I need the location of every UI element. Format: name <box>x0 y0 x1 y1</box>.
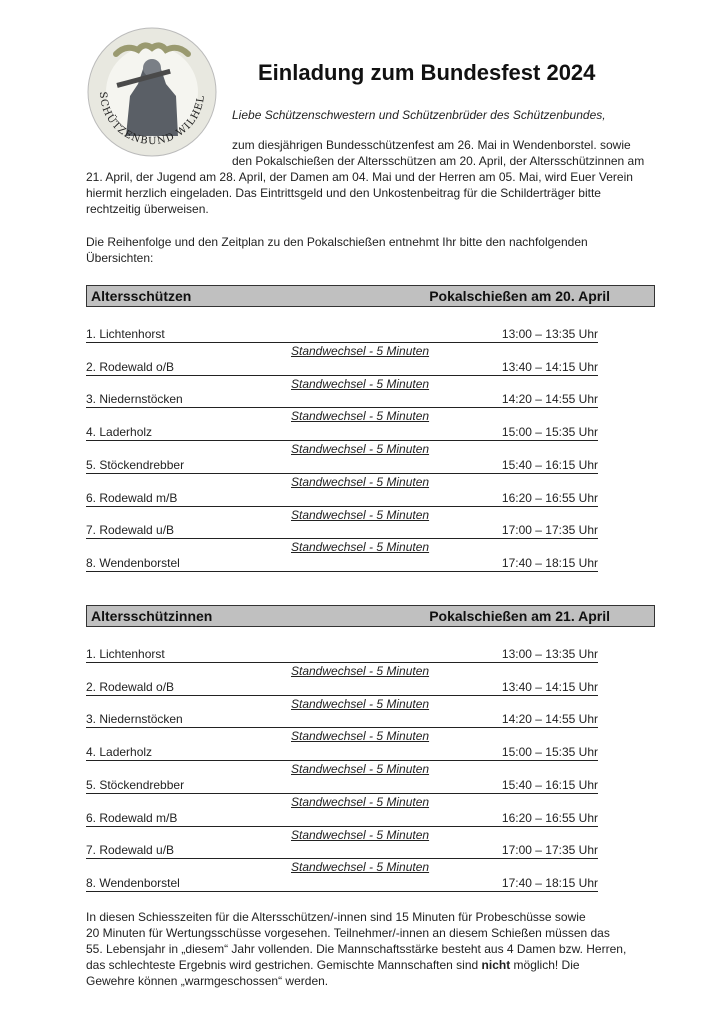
schedule-row <box>86 777 598 794</box>
range-change-note: Standwechsel - 5 Minuten <box>291 860 430 875</box>
time-slot: 15:00 – 15:35 Uhr <box>501 425 598 440</box>
statue-emblem-icon <box>86 26 218 158</box>
time-slot: 15:40 – 16:15 Uhr <box>501 457 598 472</box>
schedule-row <box>86 679 598 696</box>
club-name: 7. Rodewald u/B <box>86 523 175 538</box>
time-slot: 13:00 – 13:35 Uhr <box>501 647 598 661</box>
club-name: 4. Laderholz <box>86 745 153 760</box>
schedule-row <box>86 711 598 728</box>
time-slot: 13:40 – 14:15 Uhr <box>501 359 598 374</box>
range-change-note: Standwechsel - 5 Minuten <box>291 540 430 555</box>
logo-text: SCHÜTZENBUND WILHEL <box>96 91 208 148</box>
range-change-note: Standwechsel - 5 Minuten <box>291 409 430 424</box>
range-change-note: Standwechsel - 5 Minuten <box>291 794 430 809</box>
footer-line-4-c: möglich! Die <box>510 958 580 972</box>
club-name: 3. Niedernstöcken <box>86 392 183 407</box>
order-note-line-1: Die Reihenfolge und den Zeitplan zu den Pokalschießen entnehmt Ihr bitte den nachfolgenden <box>86 235 588 249</box>
schedule-row <box>86 646 598 663</box>
schedule-row <box>86 359 598 376</box>
range-change-note: Standwechsel - 5 Minuten <box>291 762 430 777</box>
schedule-row <box>86 391 598 408</box>
time-slot: 16:20 – 16:55 Uhr <box>501 810 598 825</box>
intro-line-3: 21. April, der Jugend am 28. April, der Damen am 04. Mai und der Herren am 05. Mai, wird Euer Verein <box>86 170 633 184</box>
schedule-row <box>86 744 598 761</box>
schedule-row <box>86 810 598 827</box>
section-event: Pokalschießen am 20. April <box>429 288 610 304</box>
footer-line-4 <box>86 957 580 973</box>
club-name: 1. Lichtenhorst <box>86 647 165 661</box>
club-logo <box>86 26 218 158</box>
club-name: 7. Rodewald u/B <box>86 843 175 858</box>
schedule-row <box>86 490 598 507</box>
schedule-row <box>86 555 598 572</box>
footer-line-1: In diesen Schiesszeiten für die Altersschützen/-innen sind 15 Minuten für Probeschüsse sowie <box>86 910 586 924</box>
time-slot: 17:40 – 18:15 Uhr <box>501 555 598 570</box>
club-name: 4. Laderholz <box>86 425 153 440</box>
order-note-line-2: Übersichten: <box>86 251 154 265</box>
schedule-row <box>86 875 598 892</box>
section-header-altersschuetzen <box>86 285 655 307</box>
club-name: 8. Wendenborstel <box>86 875 180 890</box>
schedule-row <box>86 842 598 859</box>
club-name: 5. Stöckendrebber <box>86 777 185 792</box>
intro-line-2: den Pokalschießen der Altersschützen am 20. April, der Altersschützinnen am <box>232 154 645 168</box>
range-change-note: Standwechsel - 5 Minuten <box>291 442 430 457</box>
greeting: Liebe Schützenschwestern und Schützenbrüder des Schützenbundes, <box>232 108 606 122</box>
intro-line-5: rechtzeitig überweisen. <box>86 202 209 216</box>
club-name: 1. Lichtenhorst <box>86 327 165 341</box>
range-change-note: Standwechsel - 5 Minuten <box>291 507 430 522</box>
page-title: Einladung zum Bundesfest 2024 <box>258 60 596 85</box>
club-name: 3. Niedernstöcken <box>86 712 183 727</box>
time-slot: 15:40 – 16:15 Uhr <box>501 777 598 792</box>
range-change-note: Standwechsel - 5 Minuten <box>291 729 430 744</box>
club-name: 6. Rodewald m/B <box>86 490 178 505</box>
time-slot: 15:00 – 15:35 Uhr <box>501 745 598 760</box>
range-change-note: Standwechsel - 5 Minuten <box>291 664 430 678</box>
time-slot: 13:40 – 14:15 Uhr <box>501 679 598 694</box>
time-slot: 17:00 – 17:35 Uhr <box>501 523 598 538</box>
section-event: Pokalschießen am 21. April <box>429 608 610 624</box>
time-slot: 17:00 – 17:35 Uhr <box>501 843 598 858</box>
schedule-row <box>86 424 598 441</box>
time-slot: 14:20 – 14:55 Uhr <box>501 712 598 727</box>
time-slot: 17:40 – 18:15 Uhr <box>501 875 598 890</box>
footer-line-3: 55. Lebensjahr in „diesem“ Jahr vollenden. Die Mannschaftsstärke besteht aus 4 Damen bzw. Herren, <box>86 942 627 956</box>
range-change-note: Standwechsel - 5 Minuten <box>291 696 430 711</box>
time-slot: 13:00 – 13:35 Uhr <box>501 327 598 341</box>
footer-line-5: Gewehre können „warmgeschossen“ werden. <box>86 974 329 988</box>
range-change-note: Standwechsel - 5 Minuten <box>291 376 430 391</box>
footer-line-2: 20 Minuten für Wertungsschüsse vorgesehen. Teilnehmer/-innen an diesem Schießen müssen das <box>86 926 610 940</box>
time-slot: 16:20 – 16:55 Uhr <box>501 490 598 505</box>
intro-line-4: hiermit herzlich eingeladen. Das Eintrittsgeld und den Unkostenbeitrag für die Schilderträger bitte <box>86 186 601 200</box>
intro-line-1: zum diesjährigen Bundesschützenfest am 26. Mai in Wendenborstel. sowie <box>232 138 631 152</box>
footer-emphasis: nicht <box>481 958 511 972</box>
club-name: 2. Rodewald o/B <box>86 359 175 374</box>
club-name: 5. Stöckendrebber <box>86 457 185 472</box>
club-name: 8. Wendenborstel <box>86 555 180 570</box>
section-group: Altersschützen <box>91 288 192 304</box>
schedule-row <box>86 522 598 539</box>
range-change-note: Standwechsel - 5 Minuten <box>291 344 430 358</box>
time-slot: 14:20 – 14:55 Uhr <box>501 392 598 407</box>
schedule-row <box>86 457 598 474</box>
section-group: Altersschützinnen <box>91 608 213 624</box>
range-change-note: Standwechsel - 5 Minuten <box>291 827 430 842</box>
section-header-altersschuetzinnen <box>86 605 655 627</box>
footer-line-4-a: das schlechteste Ergebnis wird gestrichen. Gemischte Mannschaften sind <box>86 958 482 972</box>
club-name: 6. Rodewald m/B <box>86 810 178 825</box>
range-change-note: Standwechsel - 5 Minuten <box>291 474 430 489</box>
schedule-row <box>86 326 598 343</box>
club-name: 2. Rodewald o/B <box>86 679 175 694</box>
